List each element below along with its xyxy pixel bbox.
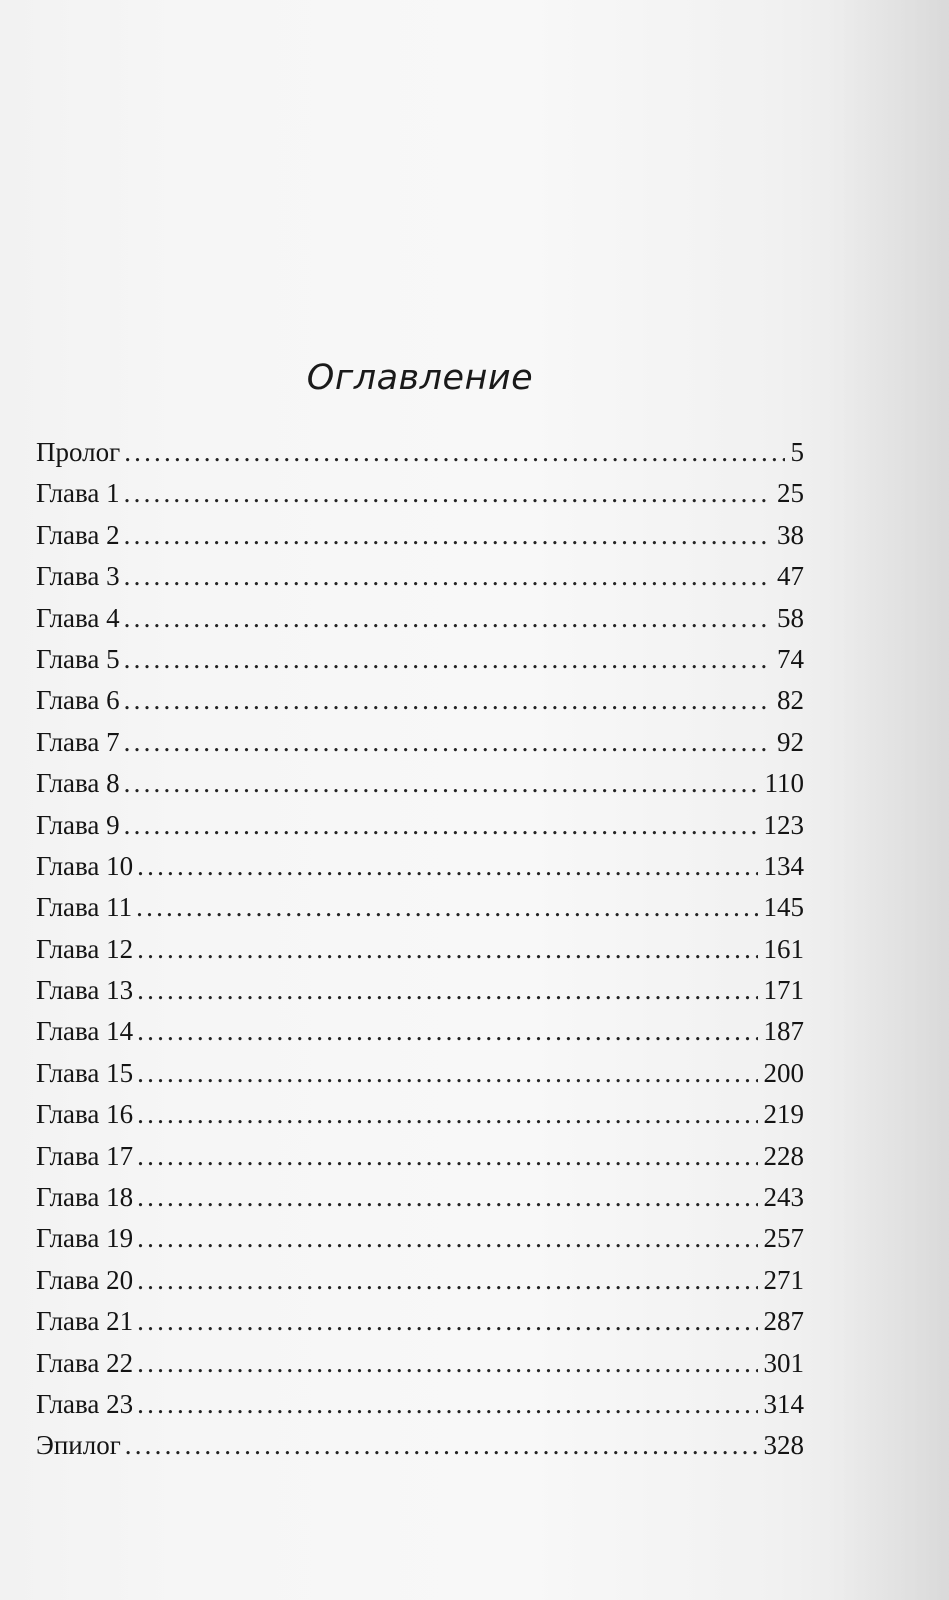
toc-label: Глава 14	[36, 1016, 134, 1047]
toc-page-number: 187	[763, 1016, 804, 1047]
toc-row-chapter-20	[36, 1260, 804, 1301]
toc-dot-leader	[137, 1177, 757, 1218]
toc-dot-leader	[124, 556, 771, 597]
toc-dot-leader	[124, 680, 771, 721]
toc-label: Глава 11	[36, 892, 133, 923]
toc-label: Глава 20	[36, 1264, 134, 1295]
toc-row-chapter-22	[36, 1343, 804, 1384]
toc-dot-leader	[124, 805, 758, 846]
toc-page-number: 161	[763, 933, 804, 964]
toc-page-number: 47	[777, 561, 804, 592]
toc-row-chapter-7	[36, 722, 804, 763]
toc-row-chapter-2	[36, 515, 804, 556]
toc-row-chapter-23	[36, 1384, 804, 1425]
toc-page-number: 314	[763, 1388, 804, 1419]
toc-dot-leader	[137, 1218, 757, 1259]
toc-dot-leader	[124, 473, 771, 514]
toc-row-chapter-13	[36, 970, 804, 1011]
toc-page-number: 110	[764, 768, 804, 799]
toc-page-number: 134	[763, 850, 804, 881]
toc-dot-leader	[124, 722, 771, 763]
toc-page-number: 200	[763, 1057, 804, 1088]
toc-dot-leader	[137, 1053, 757, 1094]
toc-dot-leader	[137, 929, 757, 970]
toc-row-chapter-11	[36, 887, 804, 928]
toc-dot-leader	[137, 846, 757, 887]
toc-label: Глава 19	[36, 1223, 134, 1254]
toc-page-number: 5	[790, 437, 804, 467]
toc-dot-leader	[137, 1384, 757, 1425]
toc-label: Глава 1	[36, 478, 120, 509]
toc-dot-leader	[137, 1343, 757, 1384]
toc-row-chapter-21	[36, 1301, 804, 1342]
toc-label: Глава 2	[36, 519, 120, 550]
toc-page-number: 171	[763, 975, 804, 1006]
toc-row-chapter-8	[36, 763, 804, 804]
toc-row-chapter-14	[36, 1011, 804, 1052]
toc-page-number: 38	[777, 519, 804, 550]
toc-row-chapter-19	[36, 1218, 804, 1259]
page-shadow	[829, 0, 949, 1600]
toc-page-number: 92	[777, 726, 804, 757]
toc-label: Глава 21	[36, 1306, 134, 1337]
toc-page-number: 25	[777, 478, 804, 509]
toc-label: Глава 15	[36, 1057, 134, 1088]
toc-dot-leader	[137, 1136, 757, 1177]
toc-page-number: 123	[763, 809, 804, 840]
toc-page-number: 301	[763, 1347, 804, 1378]
toc-label: Глава 9	[36, 809, 120, 840]
toc-page-number: 82	[777, 685, 804, 716]
toc-row-chapter-4	[36, 598, 804, 639]
toc-dot-leader	[137, 1011, 757, 1052]
toc-label: Пролог	[36, 437, 121, 467]
toc-label: Глава 7	[36, 726, 120, 757]
toc-dot-leader	[125, 1425, 758, 1466]
toc-row-chapter-15	[36, 1053, 804, 1094]
toc-page-number: 58	[777, 602, 804, 633]
toc-row-chapter-10	[36, 846, 804, 887]
toc-row-epilogue	[36, 1425, 804, 1466]
toc-dot-leader	[137, 1301, 757, 1342]
toc-label: Глава 17	[36, 1140, 134, 1171]
toc-label: Глава 5	[36, 643, 120, 674]
toc-dot-leader	[124, 598, 771, 639]
toc-label: Глава 8	[36, 768, 120, 799]
toc-row-chapter-12	[36, 929, 804, 970]
toc-row-chapter-3	[36, 556, 804, 597]
toc-dot-leader	[124, 432, 784, 473]
toc-label: Эпилог	[36, 1430, 121, 1461]
toc-label: Глава 13	[36, 975, 134, 1006]
table-of-contents	[36, 432, 804, 1467]
toc-dot-leader	[137, 1094, 757, 1135]
toc-label: Глава 23	[36, 1388, 134, 1419]
toc-row-prologue	[36, 432, 804, 473]
toc-row-chapter-5	[36, 639, 804, 680]
toc-page-number: 145	[763, 892, 804, 923]
toc-row-chapter-6	[36, 680, 804, 721]
toc-label: Глава 12	[36, 933, 134, 964]
toc-page-number: 243	[763, 1182, 804, 1213]
toc-page-number: 271	[763, 1264, 804, 1295]
toc-dot-leader	[124, 639, 771, 680]
toc-page-number: 219	[763, 1099, 804, 1130]
toc-page-number: 74	[777, 643, 804, 674]
toc-page-number: 228	[763, 1140, 804, 1171]
toc-row-chapter-18	[36, 1177, 804, 1218]
toc-dot-leader	[136, 887, 757, 928]
toc-page-number: 328	[763, 1430, 804, 1461]
toc-row-chapter-1	[36, 473, 804, 514]
toc-label: Глава 22	[36, 1347, 134, 1378]
toc-dot-leader	[124, 515, 771, 556]
page-title: Оглавление	[306, 358, 534, 398]
toc-label: Глава 18	[36, 1182, 134, 1213]
toc-label: Глава 4	[36, 602, 120, 633]
toc-label: Глава 3	[36, 561, 120, 592]
toc-label: Глава 16	[36, 1099, 134, 1130]
toc-dot-leader	[137, 1260, 757, 1301]
toc-dot-leader	[137, 970, 757, 1011]
toc-label: Глава 10	[36, 850, 134, 881]
toc-row-chapter-17	[36, 1136, 804, 1177]
toc-row-chapter-16	[36, 1094, 804, 1135]
toc-page-number: 287	[763, 1306, 804, 1337]
toc-row-chapter-9	[36, 805, 804, 846]
toc-dot-leader	[124, 763, 759, 804]
toc-label: Глава 6	[36, 685, 120, 716]
toc-page-number: 257	[763, 1223, 804, 1254]
